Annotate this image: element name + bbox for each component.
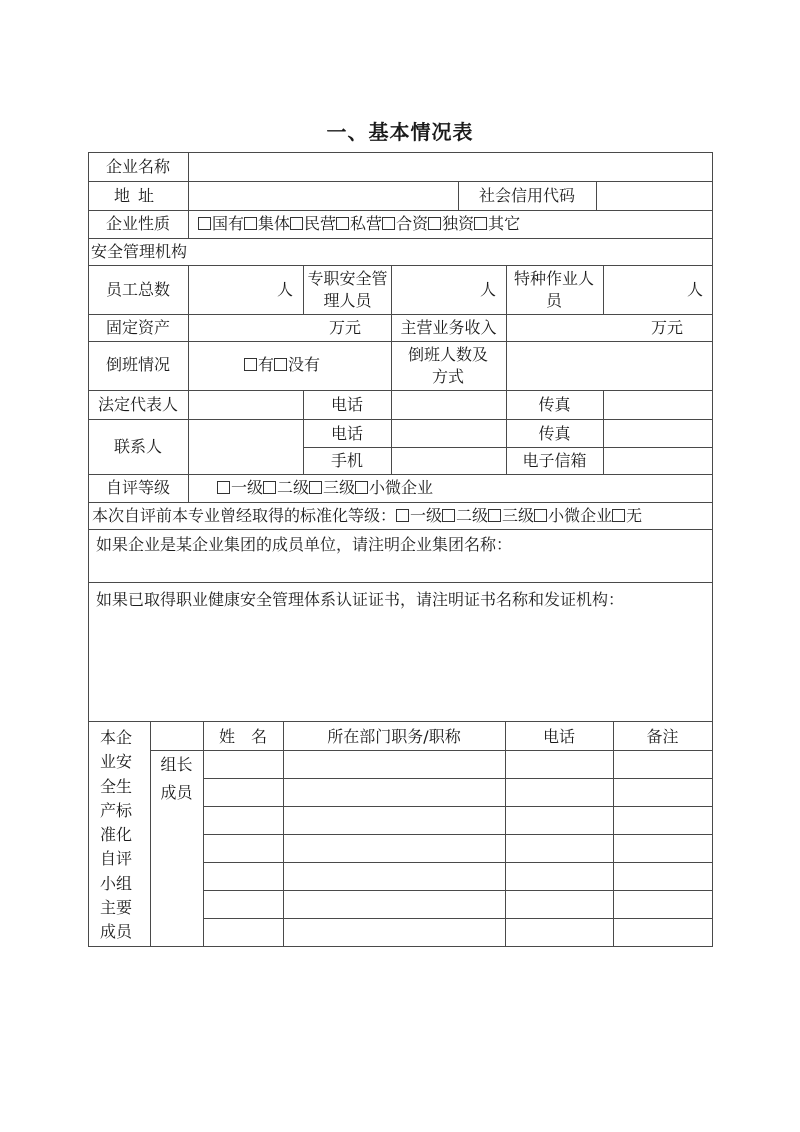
contact-phone-label: 电话 — [330, 424, 363, 443]
contact-mobile-label: 手机 — [330, 451, 363, 470]
row-divider — [88, 721, 713, 722]
team-divider — [203, 778, 713, 779]
nature-options — [198, 214, 520, 234]
team-divider — [203, 890, 713, 891]
col-divider — [505, 721, 506, 946]
checkbox[interactable] — [263, 481, 276, 494]
safety-org-field[interactable] — [190, 239, 712, 265]
nature-option[interactable]: 独资 — [428, 214, 474, 233]
checkbox[interactable] — [396, 509, 409, 522]
team-divider — [203, 806, 713, 807]
row-divider — [88, 419, 713, 420]
fulltime-safety-unit: 人 — [479, 280, 496, 299]
team-divider — [203, 918, 713, 919]
legal-phone-label: 电话 — [330, 395, 363, 414]
nature-option[interactable]: 私营 — [336, 214, 382, 233]
shift-option-yes[interactable]: 有 — [244, 355, 274, 374]
row-divider — [88, 474, 713, 475]
checkbox[interactable] — [244, 217, 257, 230]
checkbox[interactable] — [355, 481, 368, 494]
checkbox[interactable] — [290, 217, 303, 230]
row-divider — [88, 529, 713, 530]
col-divider — [188, 265, 189, 502]
col-divider — [506, 265, 507, 314]
safety-org-label: 安全管理机构 — [91, 242, 188, 261]
shift-option-no[interactable]: 没有 — [274, 355, 320, 374]
legal-phone-field[interactable] — [392, 391, 506, 419]
team-divider — [203, 862, 713, 863]
credit-code-field[interactable] — [597, 182, 712, 210]
main-revenue-unit: 万元 — [650, 318, 683, 337]
prev-level-option[interactable]: 一级 — [396, 506, 442, 525]
special-ops-label: 特种作业人员 — [514, 269, 595, 310]
prev-level-option[interactable]: 小微企业 — [534, 506, 612, 525]
page-title: 一、基本情况表 — [326, 120, 474, 144]
checkbox[interactable] — [612, 509, 625, 522]
checkbox[interactable] — [474, 217, 487, 230]
checkbox[interactable] — [309, 481, 322, 494]
team-divider — [203, 834, 713, 835]
contact-email-label: 电子信箱 — [522, 451, 587, 470]
table-border — [88, 152, 89, 947]
company-name-field[interactable] — [189, 153, 712, 181]
col-divider — [391, 341, 392, 390]
checkbox[interactable] — [274, 358, 287, 371]
group-note: 如果企业是某企业集团的成员单位，请注明企业集团名称： — [96, 535, 513, 554]
self-eval-options — [217, 478, 433, 498]
prev-level-option[interactable]: 无 — [612, 506, 642, 525]
row-divider — [303, 447, 713, 448]
self-eval-option[interactable]: 一级 — [217, 478, 263, 497]
nature-option[interactable]: 其它 — [474, 214, 520, 233]
team-side-label: 本企业安全生产标准化自评小组主要成员 — [99, 728, 132, 942]
checkbox[interactable] — [198, 217, 211, 230]
legal-fax-label: 传真 — [538, 395, 571, 414]
row-divider — [88, 502, 713, 503]
contact-label: 联系人 — [113, 437, 162, 456]
address-label: 地址 — [113, 186, 162, 205]
group-name-field[interactable] — [89, 556, 712, 582]
col-divider — [613, 721, 614, 946]
col-divider — [203, 721, 204, 946]
special-ops-unit: 人 — [686, 280, 703, 299]
cert-note: 如果已取得职业健康安全管理体系认证证书，请注明证书名称和发证机构： — [96, 590, 625, 609]
team-leader-label: 组长 — [160, 755, 193, 774]
legal-fax-field[interactable] — [604, 391, 712, 419]
fulltime-safety-label: 专职安全管理人员 — [307, 269, 388, 310]
checkbox[interactable] — [428, 217, 441, 230]
row-divider — [88, 314, 713, 315]
team-divider — [150, 750, 713, 751]
prev-level-row — [92, 506, 642, 526]
checkbox[interactable] — [217, 481, 230, 494]
main-revenue-label: 主营业务收入 — [400, 318, 497, 337]
self-eval-option[interactable]: 三级 — [309, 478, 355, 497]
credit-code-label: 社会信用代码 — [478, 186, 575, 205]
legal-rep-label: 法定代表人 — [97, 395, 178, 414]
shift-options — [244, 355, 320, 375]
team-header-dept: 所在部门职务/职称 — [327, 727, 461, 746]
team-header-phone: 电话 — [542, 727, 575, 746]
company-name-label: 企业名称 — [105, 157, 170, 176]
team-header-remark: 备注 — [646, 727, 679, 746]
nature-option[interactable]: 国有 — [198, 214, 244, 233]
checkbox[interactable] — [336, 217, 349, 230]
table-border — [88, 946, 713, 947]
self-eval-label: 自评等级 — [105, 478, 170, 497]
row-divider — [88, 210, 713, 211]
team-header-name: 姓 名 — [218, 727, 267, 746]
checkbox[interactable] — [382, 217, 395, 230]
checkbox[interactable] — [534, 509, 547, 522]
shift-people-label: 倒班人数及方式 — [407, 345, 488, 386]
col-divider — [283, 721, 284, 946]
checkbox[interactable] — [442, 509, 455, 522]
team-member-label: 成员 — [160, 783, 193, 802]
row-divider — [88, 265, 713, 266]
contact-fax-label: 传真 — [538, 424, 571, 443]
self-eval-option[interactable]: 小微企业 — [355, 478, 433, 497]
prev-level-option[interactable]: 二级 — [442, 506, 488, 525]
nature-option[interactable]: 民营 — [290, 214, 336, 233]
address-field[interactable] — [189, 182, 458, 210]
shift-people-field[interactable] — [507, 342, 712, 390]
nature-option[interactable]: 集体 — [244, 214, 290, 233]
checkbox[interactable] — [244, 358, 257, 371]
prev-level-label: 本次自评前本专业曾经取得的标准化等级： — [92, 506, 397, 525]
employees-unit: 人 — [276, 280, 293, 299]
prev-level-option[interactable]: 三级 — [488, 506, 534, 525]
nature-option[interactable]: 合资 — [382, 214, 428, 233]
checkbox[interactable] — [488, 509, 501, 522]
fixed-assets-unit: 万元 — [328, 318, 361, 337]
row-divider — [88, 582, 713, 583]
self-eval-option[interactable]: 二级 — [263, 478, 309, 497]
shift-label: 倒班情况 — [105, 355, 170, 374]
employees-label: 员工总数 — [105, 280, 170, 299]
cert-field[interactable] — [89, 612, 712, 721]
legal-rep-field[interactable] — [189, 391, 303, 419]
nature-label: 企业性质 — [105, 214, 170, 233]
fixed-assets-label: 固定资产 — [105, 318, 170, 337]
table-border — [712, 152, 713, 947]
